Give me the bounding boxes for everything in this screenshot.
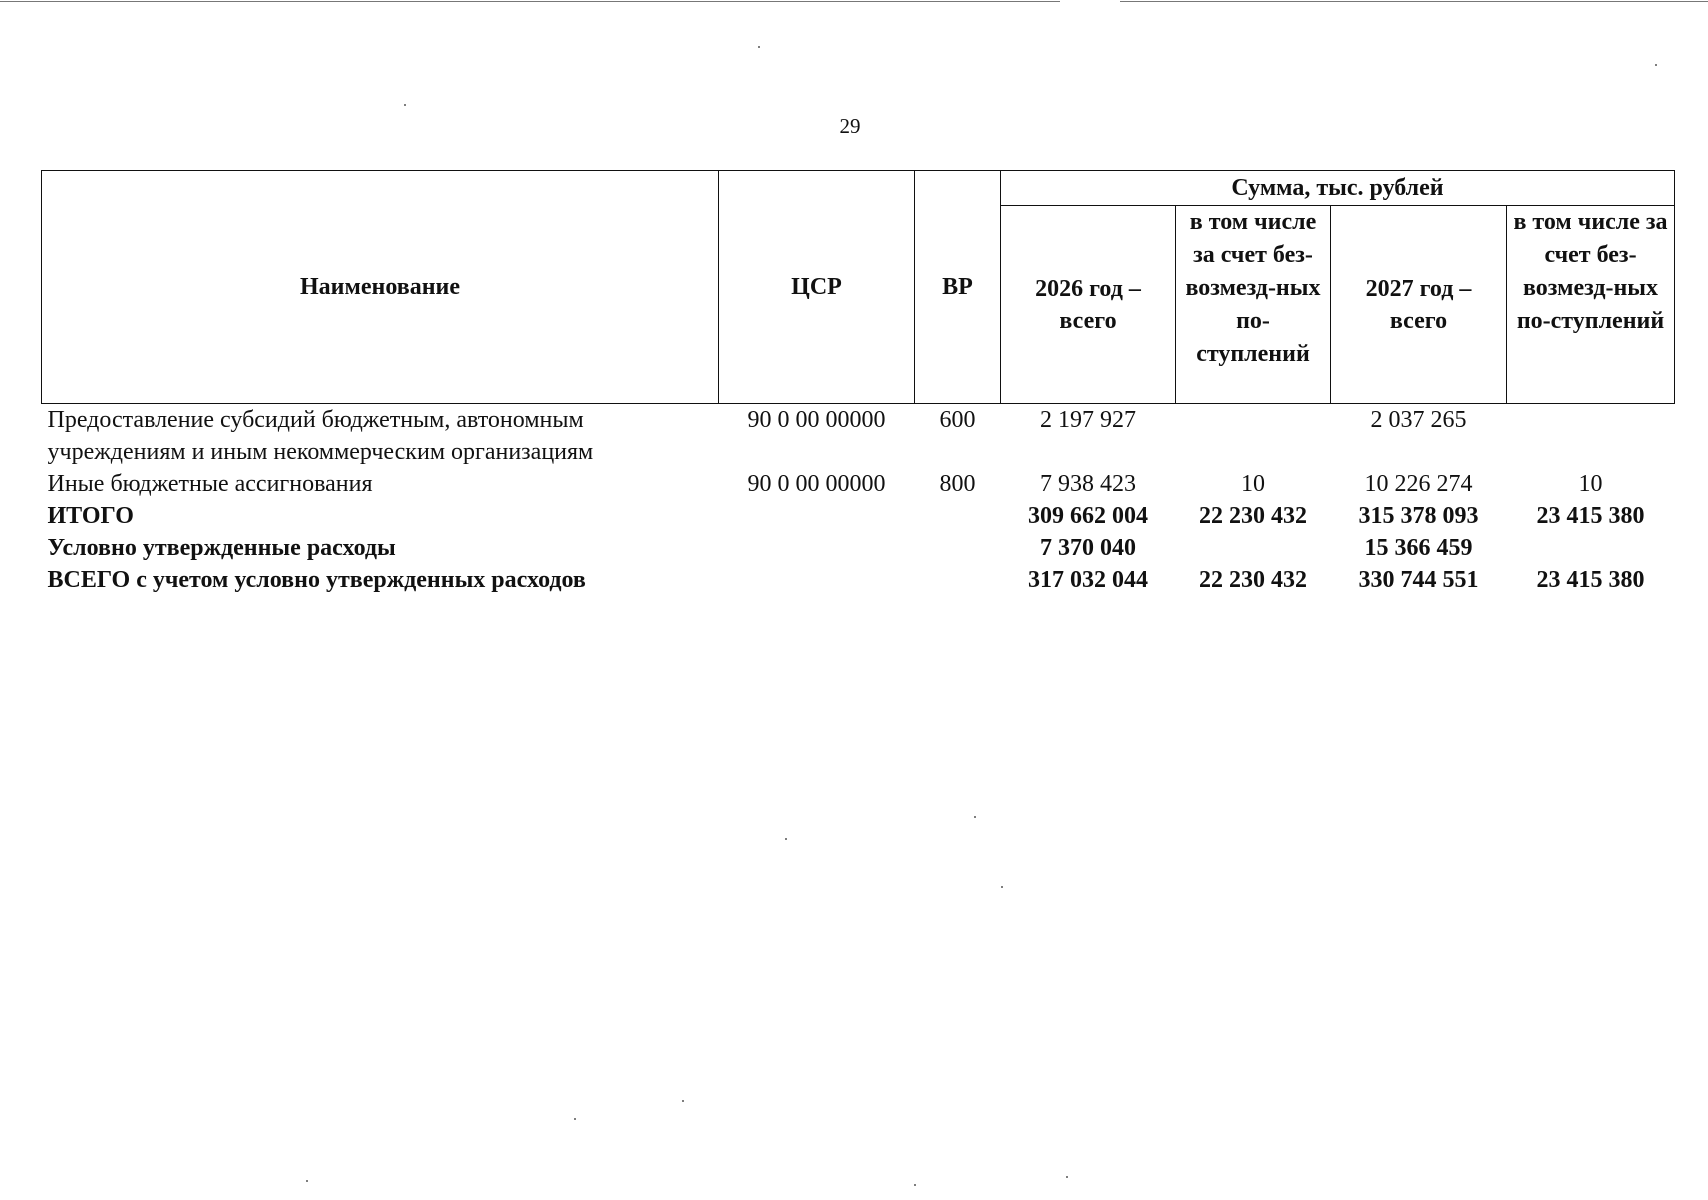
top-border-line <box>1120 1 1708 2</box>
cell-csr <box>719 532 915 564</box>
top-border-line <box>0 1 1060 2</box>
table-row <box>42 404 1675 469</box>
cell-2027-total: 330 744 551 <box>1358 567 1479 593</box>
scan-speck <box>1001 886 1003 888</box>
cell-name: ВСЕГО с учетом условно утвержденных расходов <box>47 567 586 593</box>
table-row <box>42 468 1675 500</box>
cell-2026-free: 22 230 432 <box>1199 503 1307 529</box>
header-name: Наименование <box>42 171 719 404</box>
header-sum-group: Сумма, тыс. рублей <box>1001 171 1675 206</box>
cell-2026-total: 2 197 927 <box>1040 407 1136 433</box>
table-header <box>42 171 1675 404</box>
cell-csr <box>719 500 915 532</box>
cell-name: ИТОГО <box>47 503 134 529</box>
cell-2026-free: 22 230 432 <box>1199 567 1307 593</box>
scan-speck <box>974 816 976 818</box>
cell-2026-free: 10 <box>1241 471 1265 497</box>
cell-2026-free <box>1176 404 1331 469</box>
header-2027-free: в том числе за счет без-возмезд-ных по-ступлений <box>1507 206 1675 404</box>
cell-2026-total: 7 938 423 <box>1040 471 1136 497</box>
cell-2027-free: 23 415 380 <box>1536 567 1645 593</box>
cell-2027-total: 15 366 459 <box>1364 535 1473 561</box>
header-2026-free: в том числе за счет без-возмезд-ных по-ступлений <box>1176 206 1331 404</box>
cell-vr <box>915 532 1001 564</box>
scan-speck <box>306 1180 308 1182</box>
cell-2026-total: 317 032 044 <box>1028 567 1148 593</box>
cell-csr <box>719 564 915 596</box>
header-2027-total: 2027 год – всего <box>1331 206 1507 404</box>
cell-name: Предоставление субсидий бюджетным, автономным учреждениям и иным некоммерческим организациям <box>47 407 594 465</box>
cell-2027-total: 10 226 274 <box>1364 471 1473 497</box>
cell-vr <box>915 564 1001 596</box>
table-row-total <box>42 500 1675 532</box>
cell-csr: 90 0 00 00000 <box>747 471 886 497</box>
scan-speck <box>914 1184 916 1186</box>
scan-speck <box>404 104 406 106</box>
table-row-conditional <box>42 532 1675 564</box>
scan-speck <box>758 46 760 48</box>
scan-speck <box>574 1118 576 1120</box>
budget-table <box>41 170 1675 596</box>
cell-name: Условно утвержденные расходы <box>47 535 396 561</box>
scan-speck <box>1066 1176 1068 1178</box>
cell-vr: 800 <box>939 471 976 497</box>
scan-speck <box>682 1100 684 1102</box>
cell-2027-free <box>1507 532 1675 564</box>
cell-vr: 600 <box>939 407 976 433</box>
table-body <box>42 404 1675 597</box>
cell-2026-total: 309 662 004 <box>1028 503 1148 529</box>
cell-2026-total: 7 370 040 <box>1040 535 1136 561</box>
cell-name: Иные бюджетные ассигнования <box>47 471 373 497</box>
page-number: 29 <box>839 114 861 138</box>
cell-csr: 90 0 00 00000 <box>747 407 886 433</box>
cell-vr <box>915 500 1001 532</box>
cell-2027-free <box>1507 404 1675 469</box>
cell-2026-free <box>1176 532 1331 564</box>
scan-speck <box>1655 64 1657 66</box>
cell-2027-free: 10 <box>1578 471 1603 497</box>
cell-2027-total: 315 378 093 <box>1358 503 1479 529</box>
cell-2027-free: 23 415 380 <box>1536 503 1645 529</box>
table-row-grand-total <box>42 564 1675 596</box>
header-csr: ЦСР <box>719 171 915 404</box>
scan-speck <box>785 838 787 840</box>
header-vr: ВР <box>915 171 1001 404</box>
cell-2027-total: 2 037 265 <box>1370 407 1467 433</box>
header-2026-total: 2026 год – всего <box>1001 206 1176 404</box>
